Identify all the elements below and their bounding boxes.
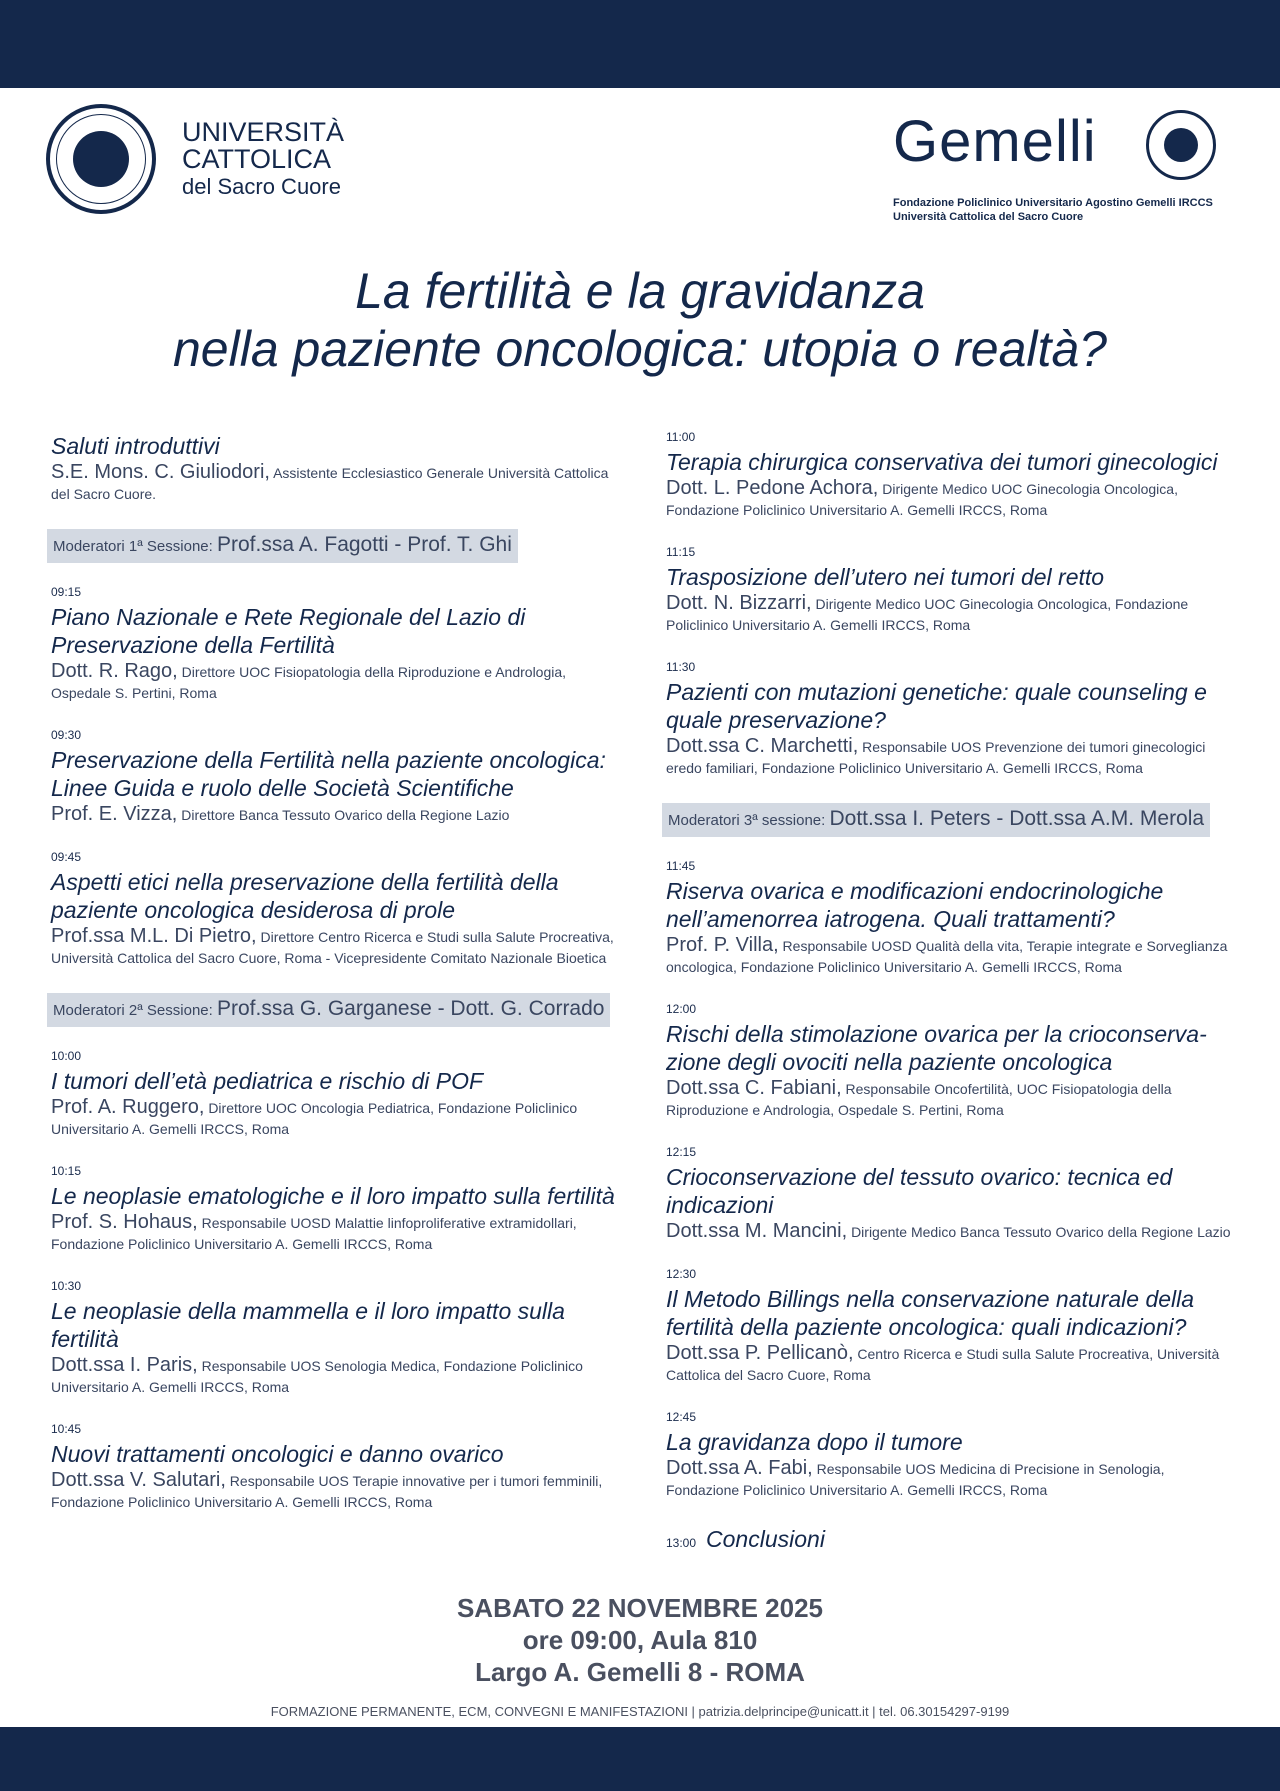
program-item: 11:15 Trasposizione dell’utero nei tumori del retto Dott. N. Bizzarri, Dirigente Medico UOC Ginecologia Oncologica, Fondazione Policlinico Universitario A. Gemelli IRCCS, Roma — [666, 545, 1189, 633]
program-item: 10:30 Le neoplasie della mammella e il loro impatto sulla fertilità Dott.ssa I. Paris, Responsabile UOS Senologia Medica, Fondazione Policlinico Universitario A. Gemelli IRCCS, Roma — [51, 1279, 583, 1395]
page-title: La fertilità e la gravidanza nella paziente oncologica: utopia o realtà? — [172, 263, 1107, 377]
event-details — [0, 1592, 1280, 1719]
program-item: 11:30 Pazienti con mutazioni genetiche: quale counseling e quale preservazione? Dott.ssa C. Marchetti, Responsabile UOS Prevenzione dei tumori ginecologici eredo familiari, Fondazione Policlinico Universitario A. Gemelli IRCCS, Roma — [666, 660, 1207, 776]
event-address: Largo A. Gemelli 8 - ROMA — [475, 1657, 805, 1687]
event-time-room: ore 09:00, Aula 810 — [522, 1625, 758, 1655]
program-item: 11:45 Riserva ovarica e modificazioni endocrinologiche nell’amenorrea iatrogena. Quali trattamenti? Prof. P. Villa, Responsabile UOSD Qualità della vita, Terapie integrate e Sorveglianza oncologica, Fondazione Policlinico Universitario A. Gemelli IRCCS, Roma — [666, 859, 1228, 975]
program-right-column — [666, 430, 1240, 1553]
program-item: 10:45 Nuovi trattamenti oncologici e danno ovarico Dott.ssa V. Salutari, Responsabile UOS Terapie innovative per i tumori femminili, Fondazione Policlinico Universitario A. Gemelli IRCCS, Roma — [51, 1422, 603, 1510]
bottom-band — [0, 1727, 1280, 1791]
program-item: 10:00 I tumori dell’età pediatrica e rischio di POF Prof. A. Ruggero, Direttore UOC Oncologia Pediatrica, Fondazione Policlinico Universitario A. Gemelli IRCCS, Roma — [51, 1049, 578, 1137]
moderators-session-3: Moderatori 3ª sessione: Dott.ssa I. Peters - Dott.ssa A.M. Merola — [662, 803, 1210, 837]
event-date: SABATO 22 NOVEMBRE 2025 — [456, 1593, 824, 1623]
gemelli-wordmark: Gemelli — [893, 109, 1097, 174]
program-item: 09:30 Preservazione della Fertilità nella paziente oncologica: Linee Guida e ruolo delle Società Scientifiche Prof. E. Vizza, Direttore Banca Tessuto Ovarico della Regione Lazio — [51, 728, 606, 825]
top-band — [0, 0, 1280, 88]
gemelli-subtitle: Fondazione Policlinico Universitario Agostino Gemelli IRCCS Università Cattolica del Sacro Cuore — [893, 197, 1213, 223]
moderators-session-1: Moderatori 1ª Sessione: Prof.ssa A. Fagotti - Prof. T. Ghi — [47, 529, 518, 563]
conclusion-item: 13:00 Conclusioni — [666, 1526, 825, 1552]
ucsc-logo — [46, 104, 344, 214]
ucsc-seal-icon — [46, 104, 156, 214]
ucsc-name: UNIVERSITÀ CATTOLICA del Sacro Cuore — [182, 116, 345, 199]
program-item: 09:15 Piano Nazionale e Rete Regionale del Lazio di Preservazione della Fertilità Dott. R. Rago, Direttore UOC Fisiopatologia della Riproduzione e Andrologia, Ospedale S. Pertini, Roma — [51, 585, 567, 701]
program-item: 12:45 La gravidanza dopo il tumore Dott.ssa A. Fabi, Responsabile UOS Medicina di Precisione in Senologia, Fondazione Policlinico Universitario A. Gemelli IRCCS, Roma — [666, 1410, 1165, 1498]
moderators-session-2: Moderatori 2ª Sessione: Prof.ssa G. Garganese - Dott. G. Corrado — [47, 993, 610, 1027]
gemelli-seal-icon — [1146, 110, 1216, 180]
program-item-intro: Saluti introduttivi S.E. Mons. C. Giuliodori, Assistente Ecclesiastico Generale Università Cattolica del Sacro Cuore. — [51, 433, 609, 502]
program-item: 12:00 Rischi della stimolazione ovarica per la crioconserva-zione degli ovociti nella paziente oncologica Dott.ssa C. Fabiani, Responsabile Oncofertilità, UOC Fisiopatologia della Riproduzione e Andrologia, Ospedale S. Pertini, Roma — [666, 1002, 1207, 1118]
program-item: 09:45 Aspetti etici nella preservazione della fertilità della paziente oncologica desiderosa di prole Prof.ssa M.L. Di Pietro, Direttore Centro Ricerca e Studi sulla Salute Procreativa, Università Cattolica del Sacro Cuore, Roma - Vicepresidente Comitato Nazionale Bioetica — [51, 850, 614, 966]
program-item: 11:00 Terapia chirurgica conservativa dei tumori ginecologici Dott. L. Pedone Achora, Dirigente Medico UOC Ginecologia Oncologica, Fondazione Policlinico Universitario A. Gemelli IRCCS, Roma — [666, 430, 1218, 518]
program-left-column — [51, 432, 621, 1537]
program-item: 12:15 Crioconservazione del tessuto ovarico: tecnica ed indicazioni Dott.ssa M. Mancini, Dirigente Medico Banca Tessuto Ovarico della Regione Lazio — [666, 1145, 1231, 1242]
contact-info: FORMAZIONE PERMANENTE, ECM, CONVEGNI E MANIFESTAZIONI | patrizia.delprincipe@unicatt.it | tel. 06.30154297-9199 — [270, 1704, 1010, 1719]
program-item: 10:15 Le neoplasie ematologiche e il loro impatto sulla fertilità Prof. S. Hohaus, Responsabile UOSD Malattie linfoproliferative extramidollari, Fondazione Policlinico Universitario A. Gemelli IRCCS, Roma — [51, 1164, 615, 1252]
program-item: 12:30 Il Metodo Billings nella conservazione naturale della fertilità della paziente oncologica: quali indicazioni? Dott.ssa P. Pellicanò, Centro Ricerca e Studi sulla Salute Procreativa, Università Cattolica del Sacro Cuore, Roma — [666, 1267, 1220, 1383]
